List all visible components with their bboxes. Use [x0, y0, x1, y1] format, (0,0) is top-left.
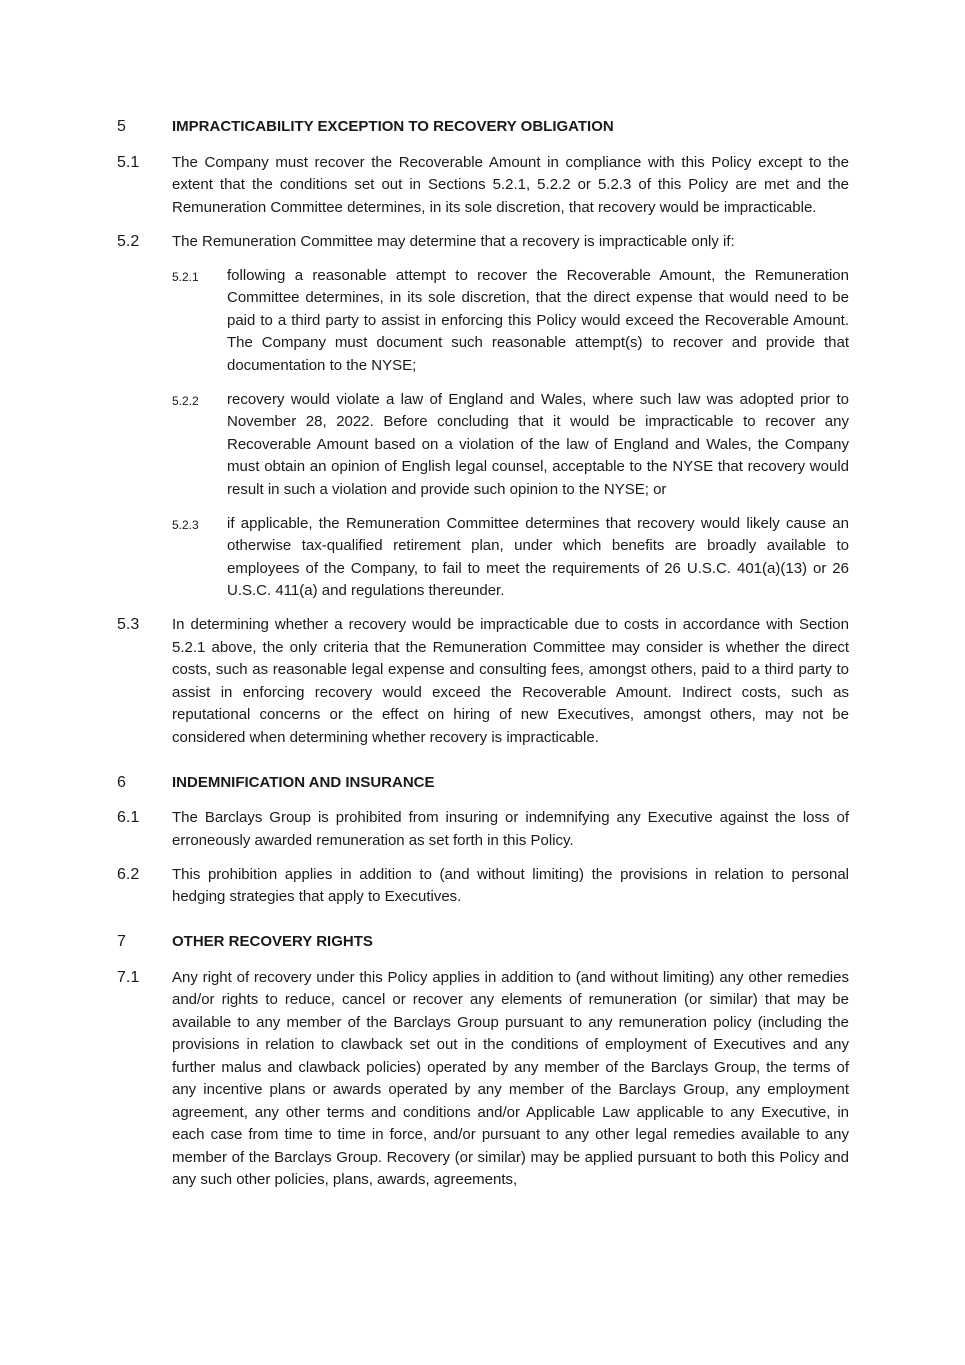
subclause: [172, 513, 849, 603]
clause-number: 5.1: [117, 153, 140, 171]
clause-number: 6.1: [117, 809, 140, 826]
section-heading: [117, 772, 849, 795]
clause: [117, 807, 849, 852]
section-spacer: [117, 920, 849, 931]
subclause-number: 5.2.3: [172, 517, 199, 532]
clause-number: 5.2: [117, 232, 140, 250]
clause: [117, 152, 849, 220]
clause-text: The Company must recover the Recoverable Amount in compliance with this Policy except to the extent that the conditions set out in Sections 5.2.1, 5.2.2 or 5.2.3 of this Policy are met and the Remuneration Committee determines, in its sole discretion, that recovery would be impracticable.: [172, 153, 849, 216]
subclause-text: recovery would violate a law of England and Wales, where such law was adopted prior to November 28, 2022. Before concluding that it would be impracticable to recover any Recoverable Amount based on a violation of the law of England and Wales, the Company must obtain an opinion of English legal counsel, acceptable to the NYSE that recovery would result in such a violation and provide such opinion to the NYSE; or: [227, 390, 849, 498]
clause-number: 5.3: [117, 616, 140, 633]
section-title: INDEMNIFICATION AND INSURANCE: [172, 773, 435, 791]
clause-text: The Remuneration Committee may determine that a recovery is impracticable only if:: [172, 232, 735, 250]
clause: [117, 231, 849, 254]
clause: [117, 967, 849, 1192]
clause-text: Any right of recovery under this Policy applies in addition to (and without limiting) any other remedies and/or rights to reduce, cancel or recover any elements of remuneration (or similar) that may be available to any member of the Barclays Group pursuant to any remuneration policy (including the provisions in relation to clawback set out in the conditions of employment of Executives and any further malus and clawback policies) operated by any member of the Barclays Group, the terms of any incentive plans or awards operated by any member of the Barclays Group, any employment agreement, any other terms and conditions and/or Applicable Law applicable to any Executive, in each case from time to time in force, and/or pursuant to any other legal remedies available to any member of the Barclays Group. Recovery (or similar) may be applied pursuant to both this Policy and any such other policies, plans, awards, agreements,: [172, 968, 849, 1188]
section-spacer: [117, 761, 849, 772]
clause: [117, 864, 849, 909]
subclause-number: 5.2.1: [172, 269, 199, 284]
clause-text: In determining whether a recovery would be impracticable due to costs in accordance with Section 5.2.1 above, the only criteria that the Remuneration Committee may consider is whether the direct costs, such as reasonable legal expense and consulting fees, amongst others, paid to a third party to assist in enforcing recovery would exceed the Recoverable Amount. Indirect costs, such as reputational concerns or the effect on hiring of new Executives, amongst others, may not be considered when determining whether recovery is impracticable.: [172, 616, 849, 746]
subclause: [172, 265, 849, 378]
subclause-text: following a reasonable attempt to recover the Recoverable Amount, the Remuneration Committee determines, in its sole discretion, that the direct expense that would need to be paid to a third party to assist in enforcing this Policy would exceed the Recoverable Amount. The Company must document such reasonable attempt(s) to recover and provide that documentation to the NYSE;: [227, 266, 849, 374]
clause-text: This prohibition applies in addition to (and without limiting) the provisions in relation to personal hedging strategies that apply to Executives.: [172, 865, 849, 905]
clause-number: 6.2: [117, 865, 140, 883]
subclause-number: 5.2.2: [172, 393, 199, 408]
section-title: IMPRACTICABILITY EXCEPTION TO RECOVERY OBLIGATION: [172, 118, 614, 135]
clause-text: The Barclays Group is prohibited from insuring or indemnifying any Executive against the loss of erroneously awarded remuneration as set forth in this Policy.: [172, 809, 849, 849]
section-heading: [117, 931, 849, 954]
subclause: [172, 389, 849, 502]
clause: [117, 614, 849, 749]
document-body: [117, 116, 849, 1203]
section-title: OTHER RECOVERY RIGHTS: [172, 933, 373, 950]
clause-number: 7.1: [117, 968, 140, 986]
section-number: 7: [117, 933, 126, 950]
subclause-text: if applicable, the Remuneration Committee determines that recovery would likely cause an otherwise tax-qualified retirement plan, under which benefits are broadly available to employees of the Company, to fail to meet the requirements of 26 U.S.C. 401(a)(13) or 26 U.S.C. 411(a) and regulations thereunder.: [227, 514, 849, 599]
section-number: 6: [117, 773, 126, 791]
section-heading: [117, 116, 849, 139]
section-number: 5: [117, 118, 126, 135]
